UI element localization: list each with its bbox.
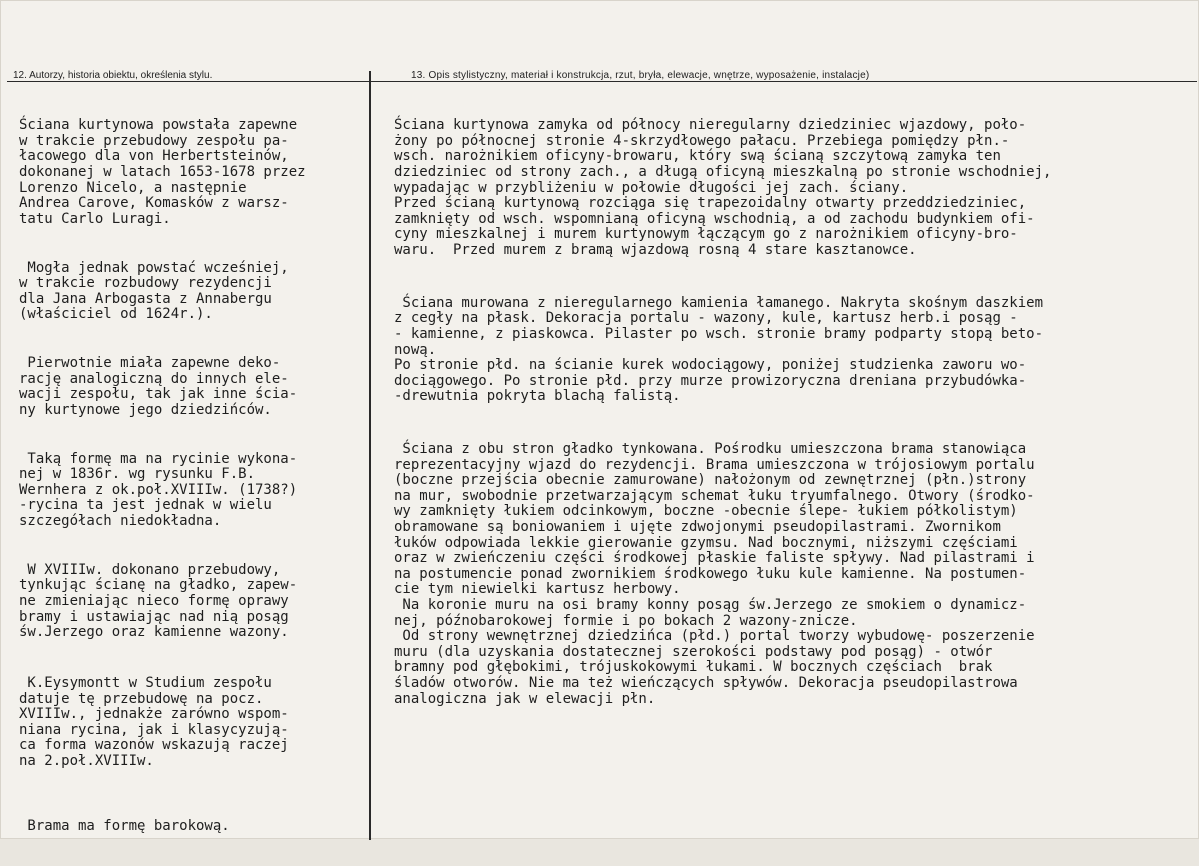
description-paragraph-3: Ściana z obu stron gładko tynkowana. Pośrodku umieszczona brama stanowiąca reprezentacyjny wjazd do rezydencji. Brama umieszczona w trójosiowym portalu (boczne przejścia obecnie zamurowane) nałożonym od zewnętrznej (płn.)strony na mur, swobodnie przetwarzającym schemat łuku tryumfalnego. Otwory (środko- wy zamknięty łukiem odcinkowym, boczne -obecnie ślepe- łukiem półkolistym) obramowane są boniowaniem i ujęte zdwojonymi pseudopilastrami. Zwornikom łuków odpowiada lekkie gierowanie gzymsu. Nad bocznymi, niższymi częściami oraz w zwieńczeniu części środkowej płaskie faliste spływy. Nad pilastrami i na postumencie ponad zwornikiem środkowego łuku kule kamienne. Na postumen- cie tym niewielki kartusz herbowy. Na koronie muru na osi bramy konny posąg św.Jerzego ze smokiem o dynamicz- nej, późnobarokowej formie i po bokach 2 wazony-znicze. Od strony wewnętrznej dziedzińca (płd.) portal tworzy wybudowę- poszerzenie muru (dla uzyskania dostatecznej szerokości podstawy pod posąg) - otwór bramny pod głębokimi, trójuskokowymi łukami. W bocznych częściach brak śladów otworów. Nie ma też wieńczących spływów. Dekoracja pseudopilastrowa analogiczna jak w elewacji płn. (394, 441, 1035, 707)
history-paragraph-6: K.Eysymontt w Studium zespołu datuje tę przebudowę na pocz. XVIIIw., jednakże zarówno wspom- niana rycina, jak i klasycyzują- ca forma wazonów wskazują raczej na 2.poł.XVIIIw. (19, 674, 289, 769)
column-divider (369, 71, 371, 840)
section-13-heading: 13. Opis stylistyczny, materiał i konstrukcja, rzut, bryła, elewacje, wnętrze, wyposażenie, instalacje) (411, 70, 870, 81)
history-paragraph-3: Pierwotnie miała zapewne deko- rację analogiczną do innych ele- wacji zespołu, tak jak inne ścia- ny kurtynowe jego dziedzińców. (19, 355, 298, 418)
history-paragraph-1: Ściana kurtynowa powstała zapewne w trakcie przebudowy zespołu pa- łacowego dla von Herbertsteinów, dokonanej w latach 1653-1678 przez Lorenzo Nicelo, a następnie Andrea Carove, Komasków z warsz- tatu Carlo Luragi. (19, 117, 306, 227)
header-rule (7, 81, 1197, 82)
description-column (394, 87, 1194, 738)
section-12-heading: 12. Autorzy, historia obiektu, określenia stylu. (13, 70, 213, 81)
history-paragraph-7: Brama ma formę barokową. (19, 817, 230, 834)
history-column (19, 87, 367, 866)
history-paragraph-2: Mogła jednak powstać wcześniej, w trakcie rozbudowy rezydencji dla Jana Arbogasta z Annabergu (właściciel od 1624r.). (19, 259, 289, 323)
description-paragraph-1: Ściana kurtynowa zamyka od północy nieregularny dziedziniec wjazdowy, poło- żony po północnej stronie 4-skrzydłowego pałacu. Przebiega pomiędzy płn.- wsch. narożnikiem oficyny-browaru, który swą ścianą szczytową zamyka ten dziedziniec od strony zach., a długą oficyną mieszkalną po stronie wschodniej, wypadając w przybliżeniu w połowie długości jej zach. ściany. Przed ścianą kurtynową rozciąga się trapezoidalny otwarty przeddziedziniec, zamknięty od wsch. wspomnianą oficyną wschodnią, a od zachodu budynkiem ofi- cyny mieszkalnej i murem kurtynowym łączącym go z narożnikiem oficyny-bro- waru. Przed murem z bramą wjazdową rosną 4 stare kasztanowce. (394, 117, 1052, 258)
description-paragraph-2: Ściana murowana z nieregularnego kamienia łamanego. Nakryta skośnym daszkiem z cegły na płask. Dekoracja portalu - wazony, kule, kartusz herb.i posąg - - kamienne, z piaskowca. Pilaster po wsch. stronie bramy podparty stopą beto- nową. Po stronie płd. na ścianie kurek wodociągowy, poniżej studzienka zaworu wo- dociągowego. Po stronie płd. przy murze prowizoryczna dreniana przybudówka- -drewutnia pokryta blachą falistą. (394, 294, 1044, 405)
history-paragraph-4: Taką formę ma na rycinie wykona- nej w 1836r. wg rysunku F.B. Wernhera z ok.poł.XVIIIw. (1738?) -rycina ta jest jednak w wielu szczegółach niedokładna. (19, 450, 298, 530)
history-paragraph-5: W XVIIIw. dokonano przebudowy, tynkując ścianę na gładko, zapew- ne zmieniając nieco formę oprawy bramy i ustawiając nad nią posąg św.Jerzego oraz kamienne wazony. (19, 561, 298, 641)
